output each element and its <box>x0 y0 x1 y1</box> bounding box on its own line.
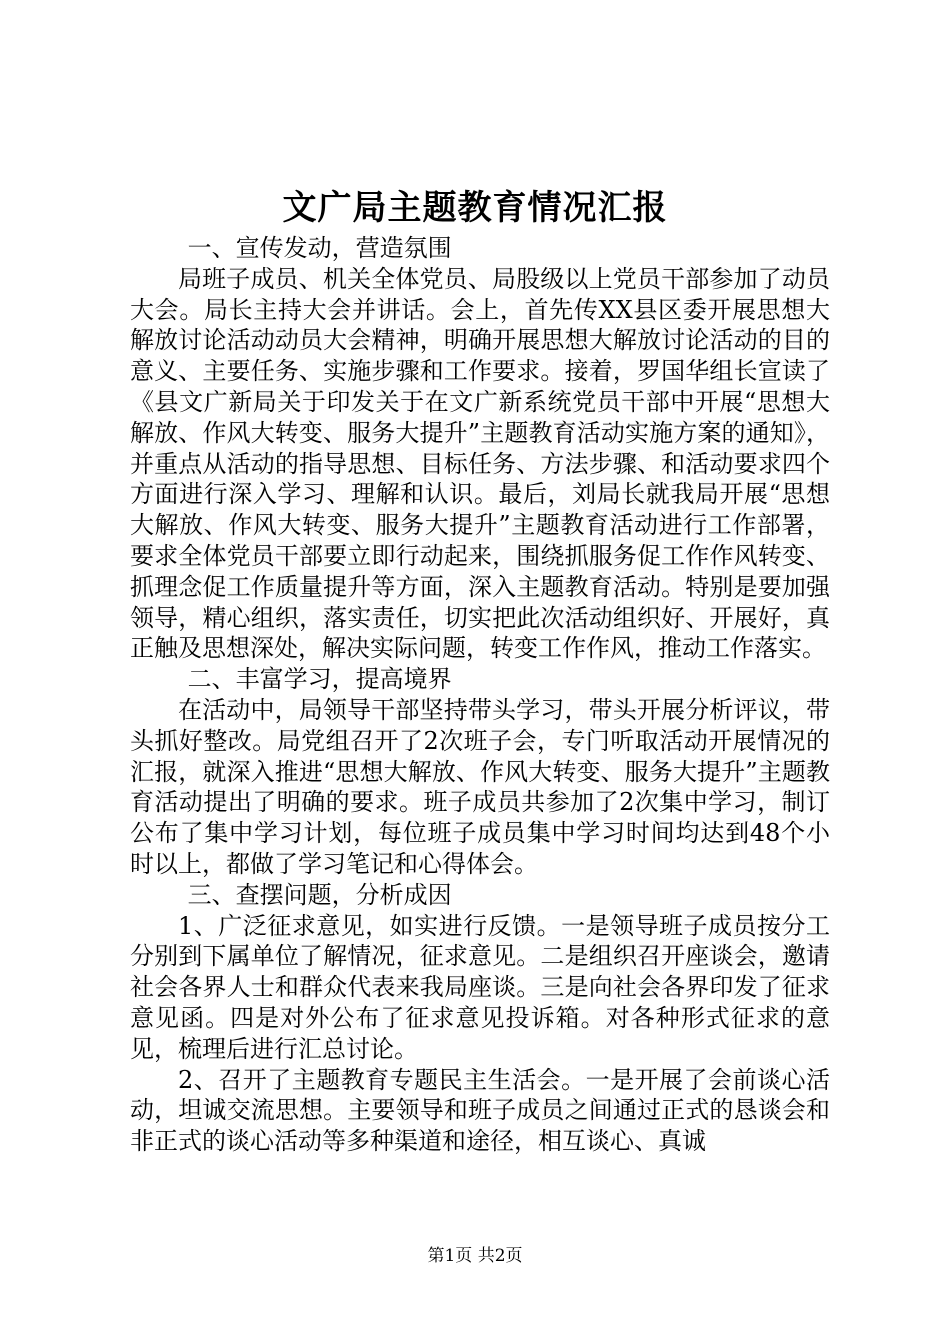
paragraph-2: 在活动中，局领导干部坚持带头学习，带头开展分析评议，带头抓好整改。局党组召开了2次班子会，专门听取活动开展情况的汇报，就深入推进“思想大解放、作风大转变、服务大提升”主题教育活动提出了明确的要求。班子成员共参加了2次集中学习，制订公布了集中学习计划，每位班子成员集中学习时间均达到48个小时以上，都做了学习笔记和心得体会。 <box>130 695 830 878</box>
paragraph-4: 2、召开了主题教育专题民主生活会。一是开展了会前谈心活动，坦诚交流思想。主要领导和班子成员之间通过正式的恳谈会和非正式的谈心活动等多种渠道和途径，相互谈心、真诚 <box>130 1065 830 1156</box>
document-title: 文广局主题教育情况汇报 <box>282 188 668 228</box>
section-heading-3: 三、查摆问题，分析成因 <box>187 880 452 909</box>
paragraph-3: 1、广泛征求意见，如实进行反馈。一是领导班子成员按分工分别到下属单位了解情况，征求意见。二是组织召开座谈会，邀请社会各界人士和群众代表来我局座谈。三是向社会各界印发了征求意见函。四是对外公布了征求意见投诉箱。对各种形式征求的意见，梳理后进行汇总讨论。 <box>130 911 830 1063</box>
document-body <box>130 233 830 1157</box>
page-number-footer: 第1页 共2页 <box>427 1246 523 1266</box>
section-heading-2: 二、丰富学习，提高境界 <box>187 665 452 694</box>
section-heading-1: 一、宣传发动，营造氛围 <box>187 234 452 262</box>
paragraph-1: 局班子成员、机关全体党员、局股级以上党员干部参加了动员大会。局长主持大会并讲话。会上，首先传XX县区委开展思想大解放讨论活动动员大会精神，明确开展思想大解放讨论活动的目的意义、主要任务、实施步骤和工作要求。接着，罗国华组长宣读了《县文广新局关于印发关于在文广新系统党员干部中开展“思想大解放、作风大转变、服务大提升”主题教育活动实施方案的通知》，并重点从活动的指导思想、目标任务、方法步骤、和活动要求四个方面进行深入学习、理解和认识。最后，刘局长就我局开展“思想大解放、作风大转变、服务大提升”主题教育活动进行工作部署，要求全体党员干部要立即行动起来，围绕抓服务促工作作风转变、抓理念促工作质量提升等方面，深入主题教育活动。特别是要加强领导，精心组织，落实责任，切实把此次活动组织好、开展好，真正触及思想深处，解决实际问题，转变工作作风，推动工作落实。 <box>130 264 830 663</box>
